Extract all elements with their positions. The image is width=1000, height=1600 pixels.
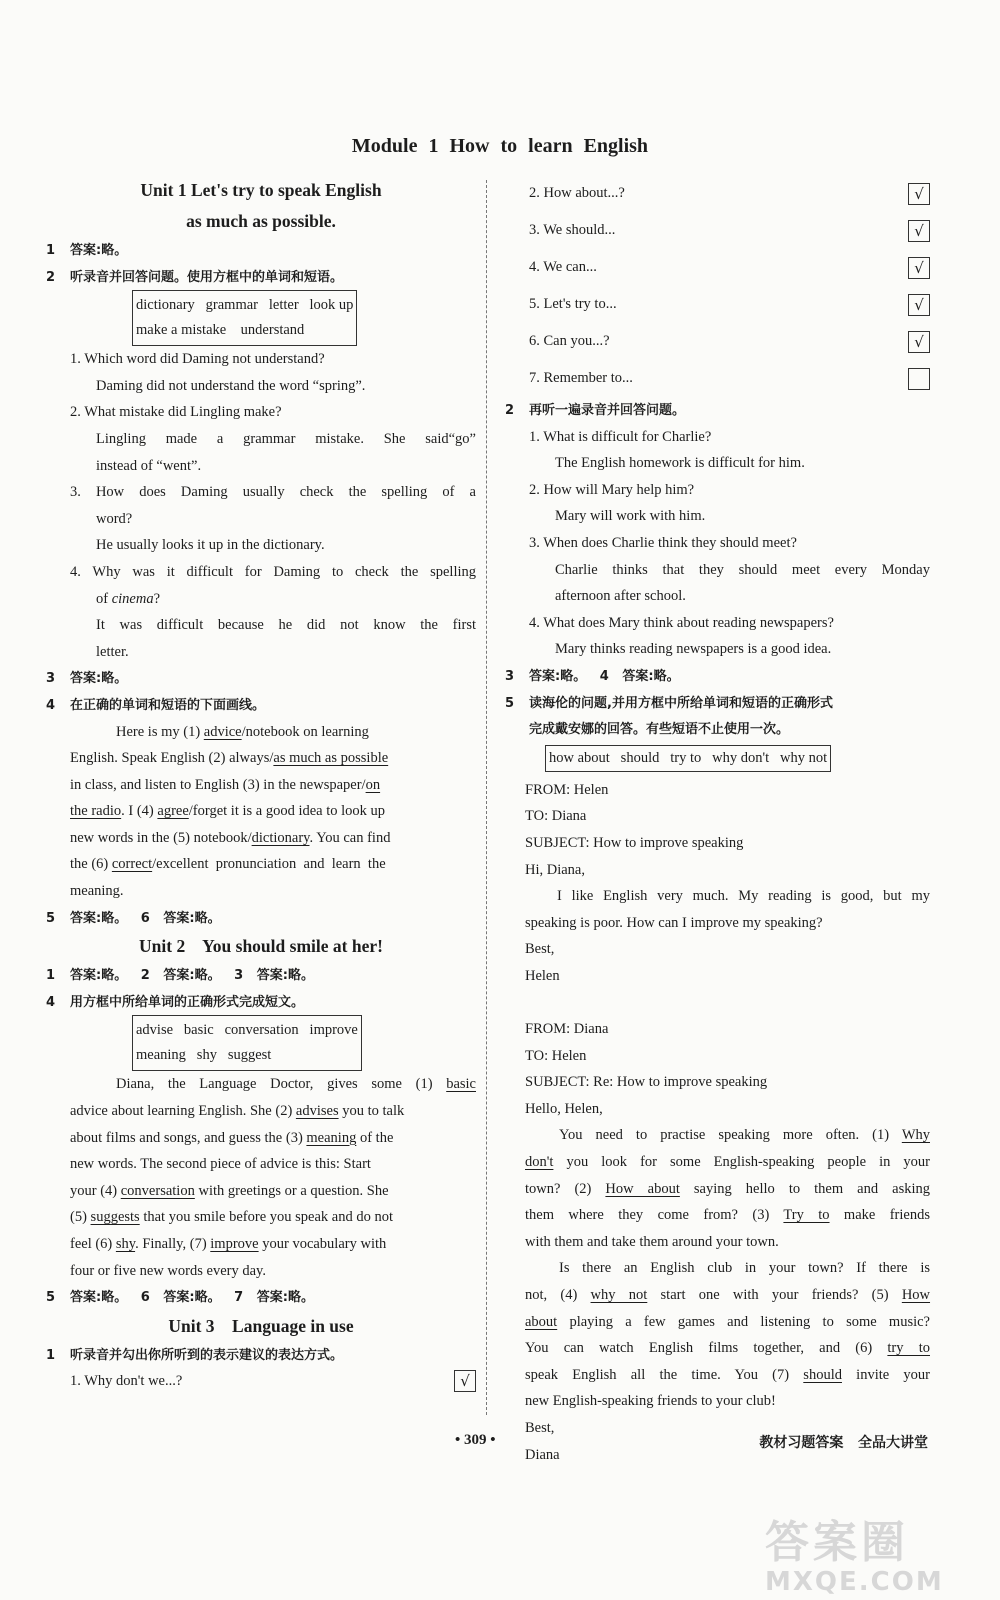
q-number: 4 bbox=[46, 994, 56, 1010]
exercise-passage: Here is my (1) advice/notebook on learning English. Speak English (2) always/as much as possible in class, and listen to English (3) in the newspaper/on the radio. I (4) agree/forget it is a good idea to look up new words in the (5) notebook/dictionary. You can find the (6) correct/excellent pronunciation and learn the meaning. bbox=[70, 723, 391, 900]
answer-omitted: 答案:略。 2 答案:略。 3 答案:略。 bbox=[70, 968, 314, 984]
answer-omitted: 答案:略。 6 答案:略。 bbox=[70, 910, 221, 926]
answer-omitted: 答案:略。 bbox=[70, 243, 128, 258]
checklist-label: 6. Can you...? bbox=[529, 333, 610, 349]
question: 2. How will Mary help him? bbox=[529, 481, 695, 498]
unit2-title: Unit 2 You should smile at her! bbox=[139, 936, 383, 957]
instruction: 在正确的单词和短语的下面画线。 bbox=[70, 697, 266, 713]
unit1-title: Unit 1 Let's try to speak English bbox=[140, 180, 382, 200]
answer-omitted: 答案:略。 bbox=[70, 671, 128, 687]
q-number: 5 bbox=[46, 1290, 56, 1306]
answer: letter. bbox=[96, 643, 129, 660]
checklist-label: 1. Why don't we...? bbox=[70, 1373, 183, 1390]
q-number: 4 bbox=[46, 697, 56, 713]
checklist-item bbox=[505, 212, 930, 249]
checklist-item bbox=[505, 175, 930, 212]
right-column bbox=[505, 175, 930, 1468]
word-box bbox=[505, 743, 930, 777]
word-box bbox=[46, 1015, 476, 1071]
q-number: 1 bbox=[46, 243, 56, 258]
instruction: 用方框中所给单词的正确形式完成短文。 bbox=[70, 994, 305, 1010]
checkbox[interactable] bbox=[908, 368, 930, 390]
instruction: 再听一遍录音并回答问题。 bbox=[529, 403, 686, 418]
checklist-item bbox=[505, 286, 930, 323]
checklist-label: 4. We can... bbox=[529, 259, 597, 275]
checkbox[interactable]: √ bbox=[908, 183, 930, 205]
checklist-item bbox=[505, 323, 930, 360]
answer: He usually looks it up in the dictionary. bbox=[96, 537, 325, 554]
watermark-logo: 答案圈 MXQE.COM bbox=[765, 1517, 944, 1597]
instruction: 读海伦的问题,并用方框中所给单词和短语的正确形式 bbox=[529, 695, 833, 711]
word-box-row: meaning shy suggest bbox=[136, 1047, 272, 1064]
answer: afternoon after school. bbox=[555, 588, 686, 605]
left-column bbox=[46, 175, 476, 1395]
email-diana: FROM: Diana TO: Helen SUBJECT: Re: How to improve speaking Hello, Helen, You need to practise speaking more often. (1) Why don't you look for some English-speaking people in your town? (2) How about saying hello to them and asking them where they come from? (3) Try to make friends with them and take them around your town. Is there an English club in your town? If there is not, (4) why not start one with your friends? (5) How about playing a few games and listening to some music? You can watch English films together, and (6) try to speak English all the time. You (7) should invite your new English-speaking friends to your club! Best, Diana bbox=[525, 1021, 931, 1463]
question: 3. How does Daming usually check the spelling of a bbox=[70, 484, 476, 501]
q-number: 2 bbox=[505, 403, 515, 418]
checkbox[interactable]: √ bbox=[908, 257, 930, 279]
instruction: 听录音并回答问题。使用方框中的单词和短语。 bbox=[70, 269, 344, 285]
module-title: Module 1 How to learn English bbox=[351, 135, 649, 157]
word-box-row: make a mistake understand bbox=[136, 322, 305, 339]
answer: Daming did not understand the word “spring”. bbox=[96, 377, 366, 394]
answer: instead of “went”. bbox=[96, 457, 202, 474]
exercise-passage: Diana, the Language Doctor, gives some (1) basic advice about learning English. She (2) advises you to talk about films and songs, and guess the (3) meaning of the new words. The second piece of advice is this: Start your (4) conversation with greetings or a question. She (5) suggests that you smile before you speak and do not feel (6) shy. Finally, (7) improve your vocabulary with four or five new words every day. bbox=[70, 1076, 476, 1279]
email-helen: FROM: Helen TO: Diana SUBJECT: How to improve speaking Hi, Diana, I like English very much. My reading is good, but my speaking is poor. How can I improve my speaking? Best, Helen bbox=[525, 781, 930, 984]
word-box-row: dictionary grammar letter look up bbox=[136, 297, 354, 314]
checklist-label: 5. Let's try to... bbox=[529, 296, 617, 312]
answer: Mary thinks reading newspapers is a good idea. bbox=[555, 641, 832, 658]
unit3-title: Unit 3 Language in use bbox=[168, 1315, 354, 1336]
question: word? bbox=[96, 510, 133, 527]
question: of cinema? bbox=[96, 590, 161, 607]
question: 1. What is difficult for Charlie? bbox=[529, 428, 712, 445]
checklist-label: 2. How about...? bbox=[529, 185, 625, 201]
page-number: • 309 • bbox=[455, 1432, 496, 1448]
checkbox[interactable]: √ bbox=[908, 331, 930, 353]
q-number: 5 bbox=[46, 910, 56, 926]
checklist-label: 3. We should... bbox=[529, 222, 616, 238]
instruction: 完成戴安娜的回答。有些短语不止使用一次。 bbox=[529, 722, 790, 738]
q-number: 3 bbox=[505, 668, 515, 684]
checklist-label: 7. Remember to... bbox=[529, 370, 633, 386]
checkbox[interactable]: √ bbox=[454, 1370, 476, 1392]
instruction: 听录音并勾出你所听到的表示建议的表达方式。 bbox=[70, 1347, 344, 1363]
answer: Lingling made a grammar mistake. She said“go” bbox=[96, 430, 476, 447]
q-number: 1 bbox=[46, 1347, 56, 1363]
checkbox[interactable]: √ bbox=[908, 294, 930, 316]
checkbox[interactable]: √ bbox=[908, 220, 930, 242]
question: 2. What mistake did Lingling make? bbox=[70, 404, 282, 421]
question: 3. When does Charlie think they should meet? bbox=[529, 534, 797, 551]
word-box bbox=[46, 290, 476, 346]
q-number: 2 bbox=[46, 269, 56, 285]
answer: It was difficult because he did not know the first bbox=[96, 617, 476, 634]
word-box-row: how about should try to why don't why not bbox=[545, 745, 831, 772]
word-box-row: advise basic conversation improve bbox=[136, 1022, 358, 1039]
answer-omitted: 答案:略。 4 答案:略。 bbox=[529, 668, 680, 684]
answer: The English homework is difficult for him. bbox=[555, 455, 805, 472]
checklist bbox=[505, 175, 930, 397]
q-number: 5 bbox=[505, 695, 515, 711]
checklist-item bbox=[505, 360, 930, 397]
q-number: 3 bbox=[46, 671, 56, 687]
checklist-item bbox=[505, 249, 930, 286]
answer: Charlie thinks that they should meet every Monday bbox=[555, 561, 930, 578]
question: 4. Why was it difficult for Daming to check the spelling bbox=[70, 563, 476, 580]
footer-title: 教材习题答案 全品大讲堂 bbox=[759, 1435, 928, 1451]
answer-omitted: 答案:略。 6 答案:略。 7 答案:略。 bbox=[70, 1290, 314, 1306]
question: 1. Which word did Daming not understand? bbox=[70, 351, 325, 368]
column-divider bbox=[486, 180, 487, 1415]
answer: Mary will work with him. bbox=[555, 508, 706, 525]
checklist-item bbox=[46, 1368, 476, 1395]
question: 4. What does Mary think about reading newspapers? bbox=[529, 614, 834, 631]
q-number: 1 bbox=[46, 968, 56, 984]
unit1-title-cont: as much as possible. bbox=[186, 211, 336, 231]
